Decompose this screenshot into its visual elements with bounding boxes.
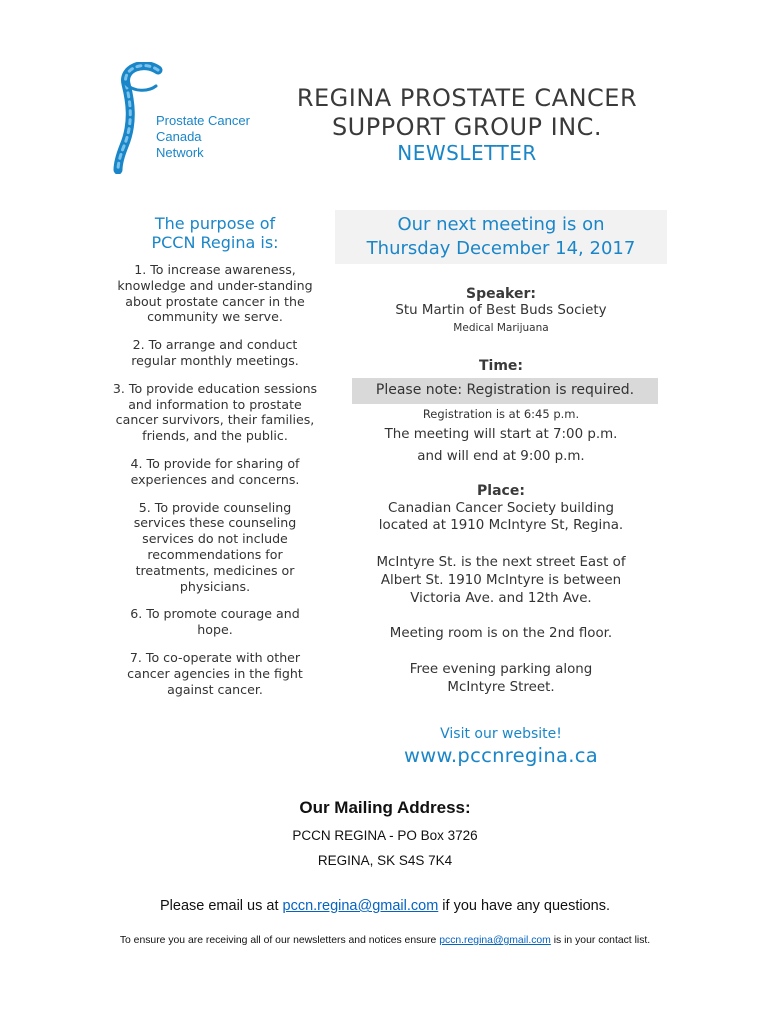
place-heading: Place: [477,483,525,499]
speaker-heading: Speaker: [466,286,536,302]
registration-time: Registration is at 6:45 p.m. [422,407,580,421]
visit-website-label: Visit our website! [440,726,562,742]
meeting-end-time: and will end at 9:00 p.m. [417,449,585,464]
purpose-item: 7. To co-operate with other cancer agencies in the fight against cancer. [127,649,303,697]
purpose-list [112,262,318,709]
mailing-address-heading: Our Mailing Address: [299,798,471,817]
registration-note-box [352,378,658,404]
contact-list-sentence [0,935,770,946]
purpose-heading [116,214,314,252]
newsletter-subtitle: NEWSLETTER [397,141,537,165]
directions-line-2: Albert St. 1910 McIntyre is between [380,573,622,588]
registration-note: Please note: Registration is required. [375,382,635,398]
purpose-heading-line-1: The purpose of [154,214,276,233]
speaker-name: Stu Martin of Best Buds Society [395,303,607,318]
parking-line-1: Free evening parking along [409,662,593,677]
email-prefix: Please email us at [160,898,283,914]
title-line-1: REGINA PROSTATE CANCER [296,84,638,112]
contact-prefix: To ensure you are receiving all of our newsletters and notices ensure [119,935,440,946]
speaker-topic: Medical Marijuana [453,322,549,334]
meeting-start-time: The meeting will start at 7:00 p.m. [384,427,618,442]
address-line-2: REGINA, SK S4S 7K4 [317,853,453,868]
next-meeting-box [335,210,667,264]
purpose-item: 4. To provide for sharing of experiences and concerns. [130,455,300,487]
title-line-2: SUPPORT GROUP INC. [331,113,603,141]
directions-line-3: Victoria Ave. and 12th Ave. [410,591,592,606]
meeting-room: Meeting room is on the 2nd floor. [389,626,613,641]
contact-suffix: is in your contact list. [550,935,651,946]
logo-line-3: Network [156,145,204,160]
place-line-2: located at 1910 McIntyre St, Regina. [378,518,624,533]
page-title [250,84,684,142]
next-meeting-line-1: Our next meeting is on [397,214,605,235]
logo-wordmark [156,113,250,161]
website-link[interactable]: www.pccnregina.ca [403,744,599,767]
next-meeting-date: Thursday December 14, 2017 [366,238,636,259]
purpose-item: 6. To promote courage and hope. [130,606,300,638]
parking-line-2: McIntyre Street. [447,680,555,695]
next-meeting-text [335,213,667,261]
time-heading: Time: [478,358,524,374]
email-link[interactable]: pccn.regina@gmail.com [282,898,439,914]
email-sentence [0,898,770,914]
purpose-item: 3. To provide education sessions and information to prostate cancer survivors, their families, friends, and the public. [112,380,318,444]
purpose-heading-line-2: PCCN Regina is: [151,233,279,252]
logo-line-2: Canada [156,129,202,144]
address-line-1: PCCN REGINA - PO Box 3726 [292,828,478,843]
place-line-1: Canadian Cancer Society building [388,501,614,516]
contact-email-link[interactable]: pccn.regina@gmail.com [439,935,551,946]
purpose-item: 1. To increase awareness, knowledge and under-standing about prostate cancer in the community we serve. [117,262,313,325]
email-suffix: if you have any questions. [438,898,610,914]
directions-line-1: McIntyre St. is the next street East of [376,555,626,570]
logo-line-1: Prostate Cancer [156,113,250,128]
purpose-item: 5. To provide counseling services these counseling services do not include recommendations for treatments, medicines or physicians. [133,499,297,594]
purpose-item: 2. To arrange and conduct regular monthly meetings. [131,337,299,368]
